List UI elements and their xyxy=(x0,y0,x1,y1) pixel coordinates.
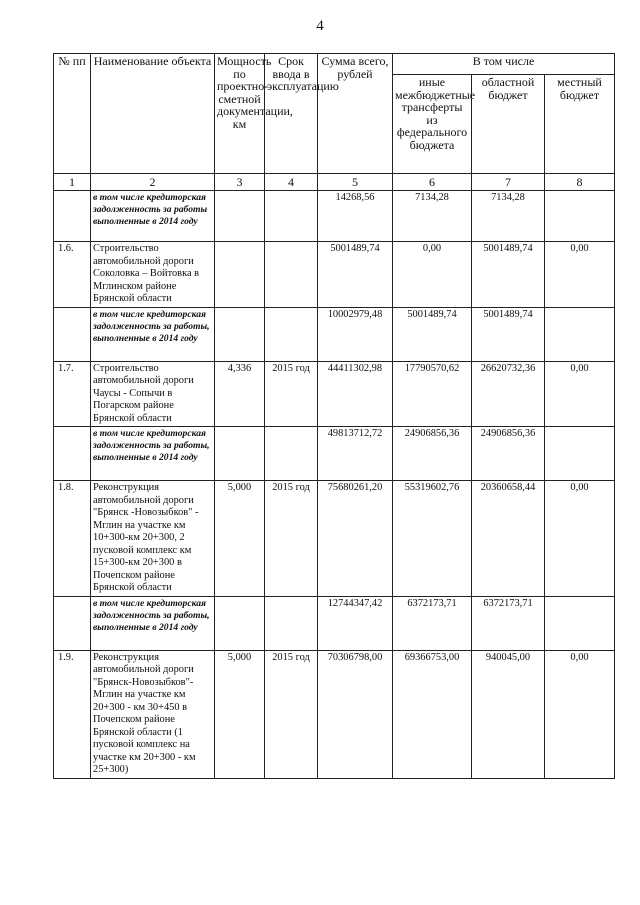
capacity-cell xyxy=(215,242,265,308)
index-cell: 5 xyxy=(318,174,393,191)
index-cell: 4 xyxy=(265,174,318,191)
index-cell: 7 xyxy=(472,174,545,191)
column-index-row xyxy=(54,174,615,191)
local-cell: 0,00 xyxy=(545,481,615,597)
federal-cell: 69366753,00 xyxy=(393,650,472,778)
row-number-cell: 1.6. xyxy=(54,242,91,308)
index-cell: 8 xyxy=(545,174,615,191)
index-cell: 1 xyxy=(54,174,91,191)
object-name-cell: в том числе кредиторская задолженность за работы, выполненные в 2014 году xyxy=(91,427,215,481)
table-row xyxy=(54,191,615,242)
total-cell: 75680261,20 xyxy=(318,481,393,597)
term-cell xyxy=(265,427,318,481)
page-number: 4 xyxy=(316,18,324,34)
capacity-cell: 5,000 xyxy=(215,650,265,778)
capacity-cell: 4,336 xyxy=(215,361,265,427)
budget-table xyxy=(53,53,615,779)
regional-cell: 24906856,36 xyxy=(472,427,545,481)
header-including: В том числе xyxy=(393,54,615,75)
total-cell: 49813712,72 xyxy=(318,427,393,481)
regional-cell: 5001489,74 xyxy=(472,307,545,361)
table-row xyxy=(54,596,615,650)
header-total: Сумма всего, рублей xyxy=(318,54,393,174)
regional-cell: 20360658,44 xyxy=(472,481,545,597)
local-cell: 0,00 xyxy=(545,361,615,427)
index-cell: 2 xyxy=(91,174,215,191)
object-name-cell: в том числе кредиторская задолженность за работы выполненные в 2014 году xyxy=(91,191,215,242)
capacity-cell xyxy=(215,427,265,481)
total-cell: 10002979,48 xyxy=(318,307,393,361)
local-cell: 0,00 xyxy=(545,650,615,778)
capacity-cell xyxy=(215,596,265,650)
row-number-cell xyxy=(54,307,91,361)
federal-cell: 7134,28 xyxy=(393,191,472,242)
total-cell: 14268,56 xyxy=(318,191,393,242)
capacity-cell xyxy=(215,307,265,361)
regional-cell: 5001489,74 xyxy=(472,242,545,308)
term-cell: 2015 год xyxy=(265,650,318,778)
object-name-cell: Строительство автомобильной дороги Чаусы - Сопычи в Погарском районе Брянской области xyxy=(91,361,215,427)
object-name-cell: Реконструкция автомобильной дороги "Брянск -Новозыбков" - Мглин на участке км 10+300-км 20+300, 2 пусковой комплекс км 15+300-км 20+300 в Почепском районе Брянской области xyxy=(91,481,215,597)
term-cell xyxy=(265,596,318,650)
row-number-cell: 1.9. xyxy=(54,650,91,778)
index-cell: 3 xyxy=(215,174,265,191)
federal-cell: 0,00 xyxy=(393,242,472,308)
header-regional: областной бюджет xyxy=(472,75,545,174)
header-no: № пп xyxy=(54,54,91,174)
row-number-cell xyxy=(54,596,91,650)
local-cell xyxy=(545,307,615,361)
federal-cell: 24906856,36 xyxy=(393,427,472,481)
row-number-cell xyxy=(54,191,91,242)
local-cell xyxy=(545,596,615,650)
object-name-cell: в том числе кредиторская задолженность за работы, выполненные в 2014 году xyxy=(91,596,215,650)
table-row xyxy=(54,242,615,308)
term-cell: 2015 год xyxy=(265,481,318,597)
capacity-cell xyxy=(215,191,265,242)
object-name-cell: в том числе кредиторская задолженность за работы, выполненные в 2014 году xyxy=(91,307,215,361)
local-cell xyxy=(545,427,615,481)
object-name-cell: Реконструкция автомобильной дороги "Брянск-Новозыбков"- Мглин на участке км 20+300 - км 30+450 в Почепском районе Брянской области (1 пусковой комплекс на участке км 20+300 - км 25+300) xyxy=(91,650,215,778)
federal-cell: 5001489,74 xyxy=(393,307,472,361)
regional-cell: 6372173,71 xyxy=(472,596,545,650)
table-row xyxy=(54,427,615,481)
table-row xyxy=(54,481,615,597)
regional-cell: 940045,00 xyxy=(472,650,545,778)
federal-cell: 55319602,76 xyxy=(393,481,472,597)
term-cell xyxy=(265,191,318,242)
total-cell: 70306798,00 xyxy=(318,650,393,778)
header-term: Срок ввода в эксплуатацию xyxy=(265,54,318,174)
federal-cell: 17790570,62 xyxy=(393,361,472,427)
term-cell xyxy=(265,242,318,308)
row-number-cell: 1.8. xyxy=(54,481,91,597)
total-cell: 5001489,74 xyxy=(318,242,393,308)
term-cell: 2015 год xyxy=(265,361,318,427)
total-cell: 44411302,98 xyxy=(318,361,393,427)
local-cell xyxy=(545,191,615,242)
table-row xyxy=(54,307,615,361)
object-name-cell: Строительство автомобильной дороги Соколовка – Войтовка в Мглинском районе Брянской области xyxy=(91,242,215,308)
local-cell: 0,00 xyxy=(545,242,615,308)
federal-cell: 6372173,71 xyxy=(393,596,472,650)
table-row xyxy=(54,650,615,778)
regional-cell: 7134,28 xyxy=(472,191,545,242)
row-number-cell: 1.7. xyxy=(54,361,91,427)
header-federal: иные межбюджетные трансферты из федерального бюджета xyxy=(393,75,472,174)
row-number-cell xyxy=(54,427,91,481)
table-row xyxy=(54,361,615,427)
regional-cell: 26620732,36 xyxy=(472,361,545,427)
index-cell: 6 xyxy=(393,174,472,191)
term-cell xyxy=(265,307,318,361)
header-name: Наименование объекта xyxy=(91,54,215,174)
capacity-cell: 5,000 xyxy=(215,481,265,597)
header-capacity: Мощность по проектно-сметной документации, км xyxy=(215,54,265,174)
total-cell: 12744347,42 xyxy=(318,596,393,650)
header-local: местный бюджет xyxy=(545,75,615,174)
